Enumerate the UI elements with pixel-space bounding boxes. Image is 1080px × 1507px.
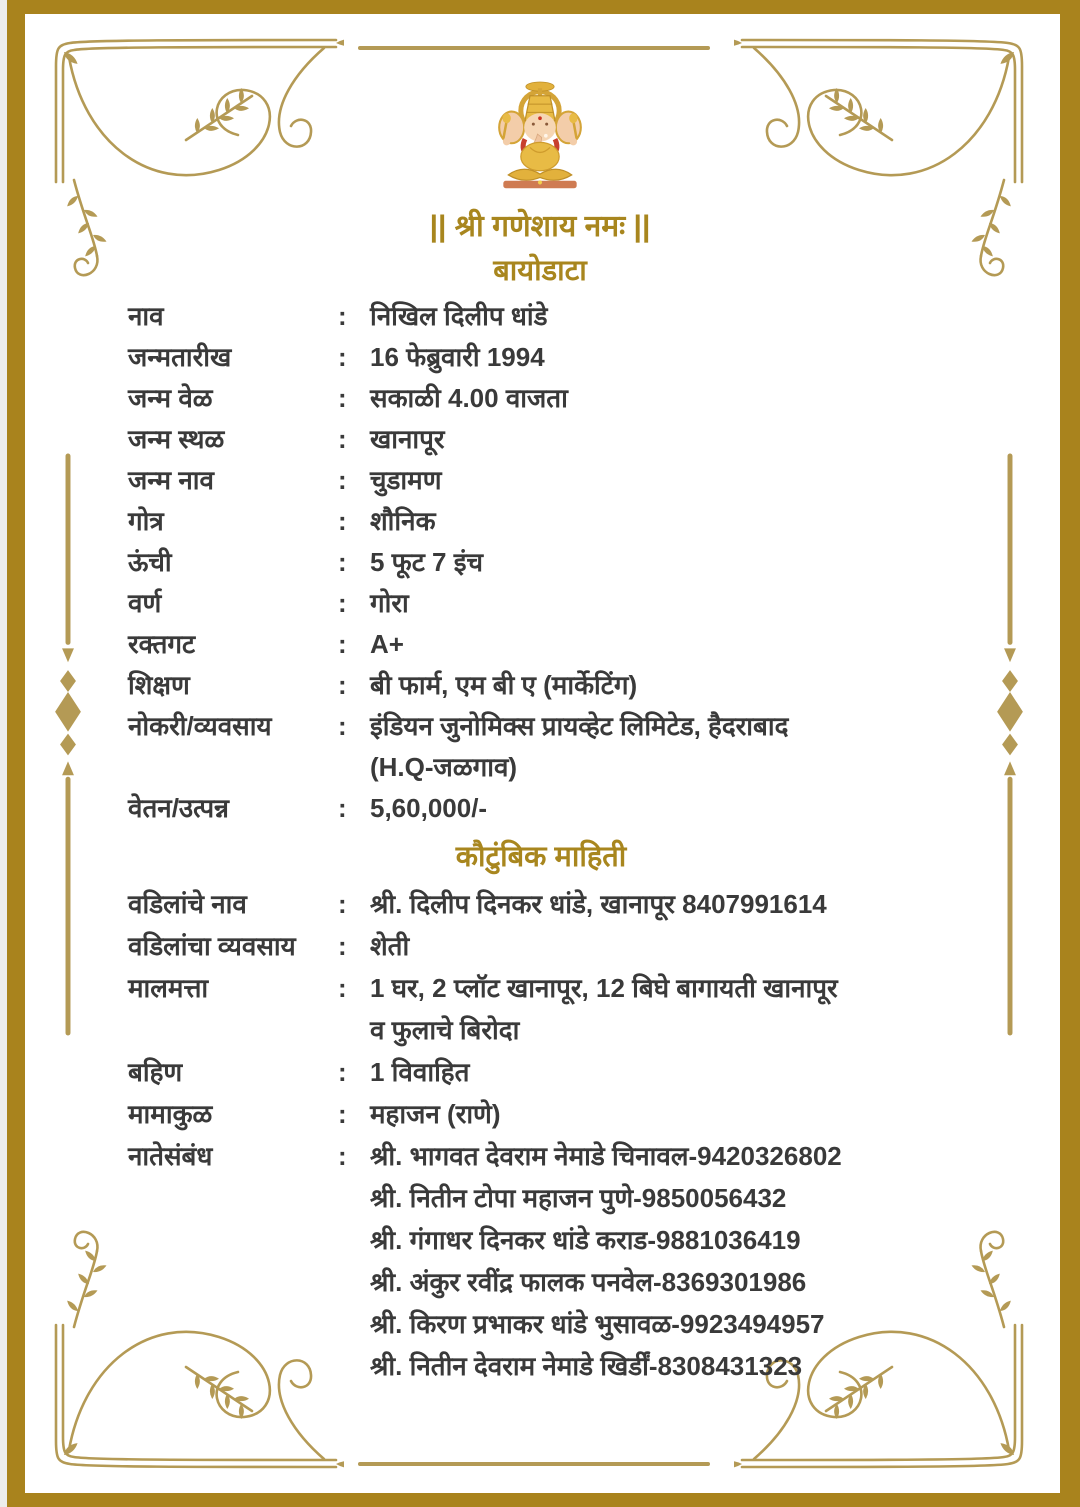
field-value-line: 1 घर, 2 प्लॉट खानापूर, 12 बिघे बागायती खानापूर bbox=[370, 973, 838, 1003]
field-label: वर्ण bbox=[128, 588, 162, 618]
field-label: जन्म नाव bbox=[128, 465, 214, 495]
colon-separator: : bbox=[338, 506, 347, 536]
field-row-property bbox=[128, 967, 954, 1051]
field-label: रक्तगट bbox=[128, 629, 196, 659]
field-row-relations bbox=[128, 1135, 954, 1387]
field-row-salary bbox=[128, 788, 954, 829]
field-row-birth-name bbox=[128, 460, 954, 501]
field-value: 5 फूट 7 इंच bbox=[370, 547, 484, 577]
colon-separator: : bbox=[338, 1057, 347, 1087]
field-value: 5,60,000/- bbox=[370, 793, 488, 823]
details-section bbox=[128, 296, 954, 1387]
relation-item: श्री. नितीन टोपा महाजन पुणे-9850056432 bbox=[370, 1183, 787, 1213]
field-row-birth-date bbox=[128, 337, 954, 378]
colon-separator: : bbox=[338, 383, 347, 413]
field-value: निखिल दिलीप धांडे bbox=[370, 301, 548, 331]
field-row-maternal-family bbox=[128, 1093, 954, 1135]
bottom-divider-line bbox=[358, 1462, 710, 1466]
field-row-height bbox=[128, 542, 954, 583]
field-label: नाव bbox=[128, 301, 164, 331]
field-value bbox=[370, 967, 954, 1051]
field-row-birth-place bbox=[128, 419, 954, 460]
field-label: नोकरी/व्यवसाय bbox=[128, 711, 272, 741]
family-section-title: कौटुंबिक माहिती bbox=[455, 841, 627, 873]
relation-item: श्री. नितीन देवराम नेमाडे खिर्डीं-8308431323 bbox=[370, 1351, 803, 1381]
field-row-gotra bbox=[128, 501, 954, 542]
colon-separator: : bbox=[338, 588, 347, 618]
field-label: वडिलांचा व्यवसाय bbox=[128, 931, 296, 961]
field-row-sister bbox=[128, 1051, 954, 1093]
colon-separator: : bbox=[338, 301, 347, 331]
colon-separator: : bbox=[338, 670, 347, 700]
colon-separator: : bbox=[338, 793, 347, 823]
field-label: ऊंची bbox=[128, 547, 172, 577]
field-value-line: (H.Q-जळगाव) bbox=[370, 752, 518, 782]
relation-item: श्री. गंगाधर दिनकर धांडे कराड-9881036419 bbox=[370, 1225, 801, 1255]
field-row-occupation bbox=[128, 706, 954, 788]
colon-separator: : bbox=[338, 973, 347, 1003]
field-value: A+ bbox=[370, 629, 404, 659]
field-label: शिक्षण bbox=[128, 670, 190, 700]
colon-separator: : bbox=[338, 1141, 347, 1171]
colon-separator: : bbox=[338, 465, 347, 495]
colon-separator: : bbox=[338, 342, 347, 372]
field-label: जन्म स्थळ bbox=[128, 424, 225, 454]
field-value: शौनिक bbox=[370, 506, 436, 536]
field-value: 1 विवाहित bbox=[370, 1057, 470, 1087]
field-row-father-occupation bbox=[128, 925, 954, 967]
relation-item: श्री. भागवत देवराम नेमाडे चिनावल-9420326802 bbox=[370, 1141, 842, 1171]
field-value-line: व फुलाचे बिरोदा bbox=[370, 1015, 520, 1045]
field-label: जन्म वेळ bbox=[128, 383, 213, 413]
field-value: चुडामण bbox=[370, 465, 442, 495]
field-value: 16 फेब्रुवारी 1994 bbox=[370, 342, 545, 372]
field-row-father-name bbox=[128, 883, 954, 925]
field-value: सकाळी 4.00 वाजता bbox=[370, 383, 568, 413]
field-value: महाजन (राणे) bbox=[370, 1099, 501, 1129]
field-label: बहिण bbox=[128, 1057, 183, 1087]
invocation-text: || श्री गणेशाय नमः || bbox=[429, 210, 651, 243]
field-label: वेतन/उत्पन्न bbox=[128, 793, 230, 823]
field-label: वडिलांचे नाव bbox=[128, 889, 247, 919]
field-label: जन्मतारीख bbox=[128, 342, 232, 372]
right-diamond-rule-icon bbox=[996, 452, 1024, 1037]
field-value: खानापूर bbox=[370, 424, 445, 454]
colon-separator: : bbox=[338, 711, 347, 741]
field-value: श्री. दिलीप दिनकर धांडे, खानापूर 8407991614 bbox=[370, 889, 827, 919]
field-row-blood-group bbox=[128, 624, 954, 665]
top-divider-line bbox=[358, 46, 710, 50]
relations-list bbox=[370, 1135, 954, 1387]
field-row-name bbox=[128, 296, 954, 337]
left-diamond-rule-icon bbox=[54, 452, 82, 1037]
colon-separator: : bbox=[338, 424, 347, 454]
ganesha-idol-image bbox=[490, 72, 590, 202]
colon-separator: : bbox=[338, 931, 347, 961]
relation-item: श्री. अंकुर रवींद्र फालक पनवेल-8369301986 bbox=[370, 1267, 807, 1297]
field-label: मालमत्ता bbox=[128, 973, 209, 1003]
colon-separator: : bbox=[338, 547, 347, 577]
field-value bbox=[370, 706, 954, 788]
colon-separator: : bbox=[338, 1099, 347, 1129]
field-row-education bbox=[128, 665, 954, 706]
relation-item: श्री. किरण प्रभाकर धांडे भुसावळ-9923494957 bbox=[370, 1309, 825, 1339]
colon-separator: : bbox=[338, 889, 347, 919]
page-title: बायोडाटा bbox=[493, 255, 587, 287]
field-label: मामाकुळ bbox=[128, 1099, 213, 1129]
field-value: शेती bbox=[370, 931, 410, 961]
field-label: नातेसंबंध bbox=[128, 1141, 213, 1171]
field-row-birth-time bbox=[128, 378, 954, 419]
field-value: बी फार्म, एम बी ए (मार्केटिंग) bbox=[370, 670, 638, 700]
field-row-complexion bbox=[128, 583, 954, 624]
field-value: गोरा bbox=[370, 588, 409, 618]
field-value-line: इंडियन जुनोमिक्स प्रायव्हेट लिमिटेड, हैदराबाद bbox=[370, 711, 789, 741]
colon-separator: : bbox=[338, 629, 347, 659]
field-label: गोत्र bbox=[128, 506, 164, 536]
